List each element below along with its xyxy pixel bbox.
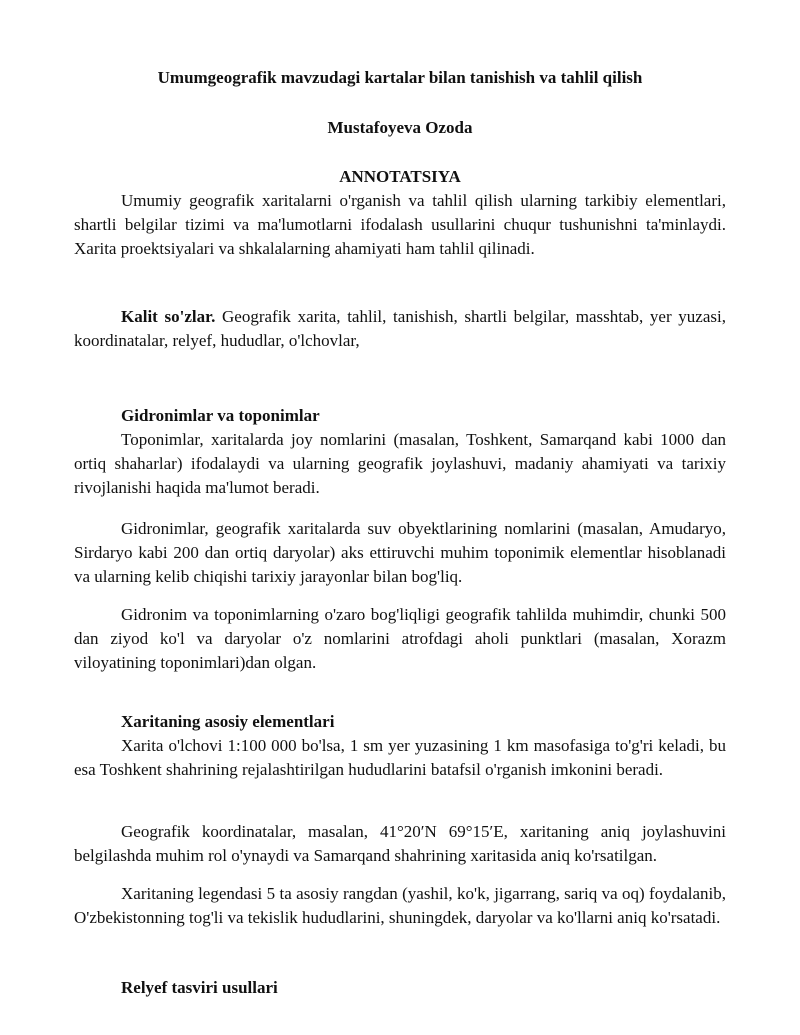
paragraph: Xarita o'lchovi 1:100 000 bo'lsa, 1 sm yer yuzasining 1 km masofasiga to'g'ri keladi, bu esa Toshkent shahrining rejalashtirilgan hududlarini batafsil o'rganish imkonini beradi. [74,736,726,779]
paragraph: Toponimlar, xaritalarda joy nomlarini (masalan, Toshkent, Samarqand kabi 1000 dan ortiq shaharlar) ifodalaydi va ularning geografik joylashuvi, madaniy ahamiyati va tarixiy rivojlanishi haqida ma'lumot beradi. [74,430,726,497]
keywords-paragraph [74,305,726,353]
paragraph: Geografik koordinatalar, masalan, 41°20′N 69°15′E, xaritaning aniq joylashuvini belgilashda muhim rol o'ynaydi va Samarqand shahrining xaritasida aniq ko'rsatilgan. [74,822,726,865]
document-title: Umumgeografik mavzudagi kartalar bilan tanishish va tahlil qilish [157,68,643,87]
keywords-text: Geografik xarita, tahlil, tanishish, shartli belgilar, masshtab, yer yuzasi, koordinatalar, relyef, hududlar, o'lchovlar, [74,307,726,350]
section-heading-map-elements: Xaritaning asosiy elementlari [121,712,335,731]
abstract-heading: ANNOTATSIYA [339,167,461,186]
paragraph: Gidronimlar, geografik xaritalarda suv obyektlarining nomlarini (masalan, Amudaryo, Sirdaryo kabi 200 dan ortiq daryolar) aks ettiruvchi muhim toponimik elementlar hisoblanadi va ularning kelib chiqishi tarixiy jarayonlar bilan bog'liq. [74,519,726,586]
section-heading-hydronyms: Gidronimlar va toponimlar [121,406,320,425]
paragraph: Xaritaning legendasi 5 ta asosiy rangdan (yashil, ko'k, jigarrang, sariq va oq) foydalanib, O'zbekistonning tog'li va tekislik hududlarini, shuningdek, daryolar va ko'llarni aniq ko'rsatadi. [74,884,726,927]
keywords-label: Kalit so'zlar. [121,307,216,326]
author-name: Mustafoyeva Ozoda [327,118,473,137]
abstract-paragraph: Umumiy geografik xaritalarni o'rganish va tahlil qilish ularning tarkibiy elementlari, shartli belgilar tizimi va ma'lumotlarni ifodalash usullarini chuqur tushunishni ta'minlaydi. Xarita proektsiyalari va shkalalarning ahamiyati ham tahlil qilinadi. [74,191,726,258]
section-heading-relief: Relyef tasviri usullari [121,978,278,997]
paragraph: Gidronim va toponimlarning o'zaro bog'liqligi geografik tahlilda muhimdir, chunki 500 dan ziyod ko'l va daryolar o'z nomlarini atrofdagi aholi punktlari (masalan, Xorazm viloyatining toponimlari)dan olgan. [74,605,726,672]
